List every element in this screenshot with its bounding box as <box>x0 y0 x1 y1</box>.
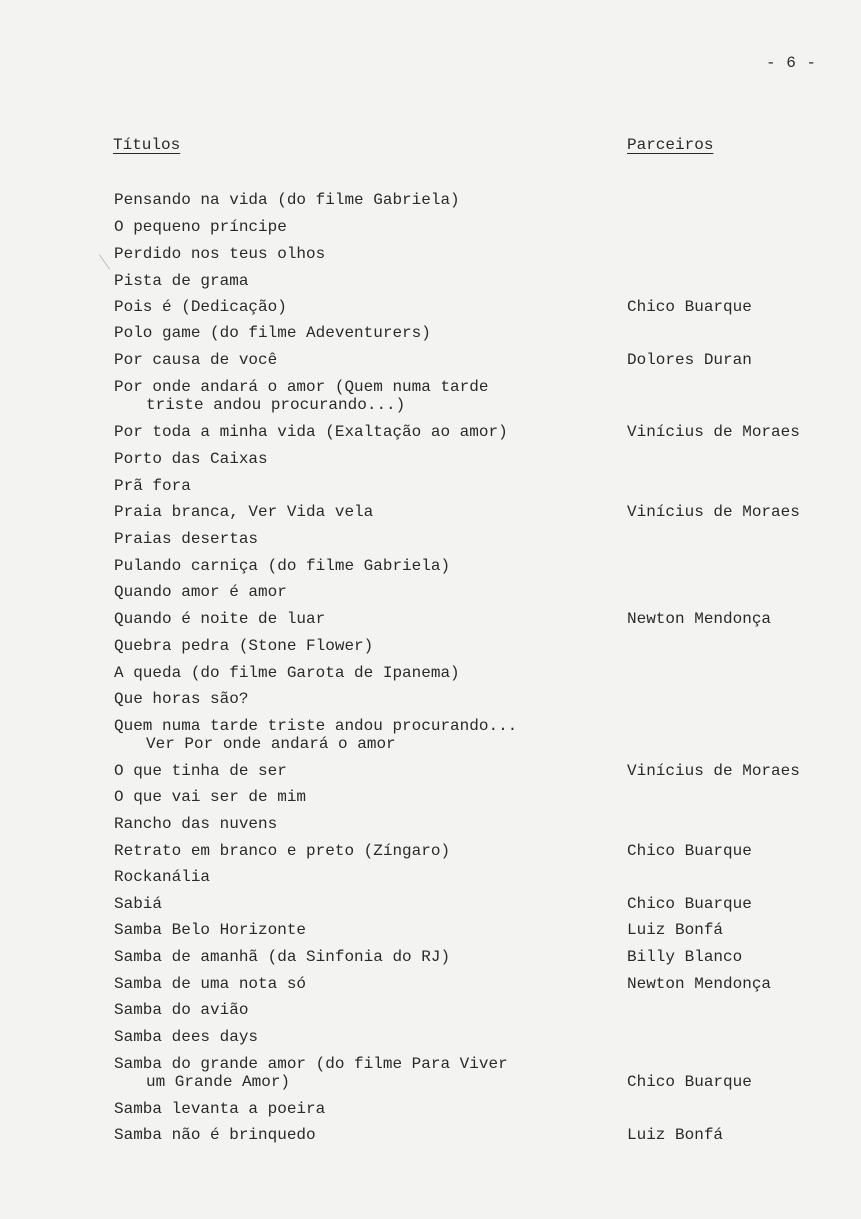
song-title <box>114 788 306 806</box>
song-title-line: Samba Belo Horizonte <box>114 921 307 939</box>
song-title-line: O pequeno príncipe <box>114 218 287 236</box>
song-title-line: Quando amor é amor <box>114 583 287 601</box>
song-partner: Luiz Bonfá <box>627 921 724 939</box>
song-title-line: Samba não é brinquedo <box>114 1126 316 1144</box>
song-title-line: Porto das Caixas <box>114 450 268 468</box>
song-title-line: Rockanália <box>114 868 211 886</box>
song-title <box>114 557 450 575</box>
song-title <box>114 324 431 342</box>
song-title <box>114 610 325 628</box>
song-title-continuation: triste andou procurando...) <box>146 396 406 414</box>
song-title <box>114 218 287 236</box>
column-header-titles: Títulos <box>113 136 181 154</box>
song-partner: Vinícius de Moraes <box>627 762 800 780</box>
song-partner: Chico Buarque <box>627 895 752 913</box>
song-title <box>114 1028 258 1046</box>
song-title-line: Pois é (Dedicação) <box>114 298 287 316</box>
song-title <box>114 690 248 708</box>
song-title-line: Por causa de você <box>114 351 278 369</box>
song-title-continuation: Ver Por onde andará o amor <box>146 735 396 753</box>
song-title-line: Pista de grama <box>114 272 249 290</box>
song-title-line: Que horas são? <box>114 690 249 708</box>
song-title <box>114 637 373 655</box>
song-partner: Vinícius de Moraes <box>627 423 800 441</box>
song-title <box>114 762 287 780</box>
song-title-continuation: um Grande Amor) <box>146 1073 291 1091</box>
song-title-line: Pensando na vida (do filme Gabriela) <box>114 191 460 209</box>
song-title <box>114 868 210 886</box>
song-title <box>114 842 450 860</box>
song-partner: Chico Buarque <box>627 298 752 316</box>
song-title-line: Samba do grande amor (do filme Para Viver <box>114 1055 508 1073</box>
song-partner: Newton Mendonça <box>627 975 772 993</box>
song-title <box>114 948 450 966</box>
song-partner: Chico Buarque <box>627 1073 752 1091</box>
song-title <box>114 530 258 548</box>
song-title-line: Samba do avião <box>114 1001 249 1019</box>
song-title <box>114 1055 508 1091</box>
song-title <box>114 423 508 441</box>
song-title-line: Quando é noite de luar <box>114 610 326 628</box>
song-partner: Billy Blanco <box>627 948 743 966</box>
song-title-line: Quebra pedra (Stone Flower) <box>114 637 374 655</box>
song-partner: Dolores Duran <box>627 351 752 369</box>
song-title <box>114 664 460 682</box>
song-title <box>114 503 373 521</box>
song-title-line: Quem numa tarde triste andou procurando... <box>114 717 518 735</box>
song-title <box>114 378 488 414</box>
song-title <box>114 1126 316 1144</box>
song-partner: Vinícius de Moraes <box>627 503 800 521</box>
song-title-line: Samba dees days <box>114 1028 259 1046</box>
song-title-line: O que vai ser de mim <box>114 788 307 806</box>
song-title-line: Prã fora <box>114 477 191 495</box>
song-title <box>114 245 325 263</box>
song-title-line: Por toda a minha vida (Exaltação ao amor) <box>114 423 508 441</box>
song-title-line: Samba levanta a poeira <box>114 1100 326 1118</box>
song-title <box>114 272 248 290</box>
song-title <box>114 921 306 939</box>
song-title <box>114 298 287 316</box>
song-title-line: Samba de uma nota só <box>114 975 307 993</box>
page-number: - 6 - <box>766 54 817 72</box>
song-title-line: Sabiá <box>114 895 163 913</box>
song-partner: Newton Mendonça <box>627 610 772 628</box>
song-title-line: Perdido nos teus olhos <box>114 245 326 263</box>
song-partner: Luiz Bonfá <box>627 1126 724 1144</box>
song-title <box>114 191 460 209</box>
song-title-line: Retrato em branco e preto (Zíngaro) <box>114 842 451 860</box>
song-title-line: Praias desertas <box>114 530 259 548</box>
song-title-line: Por onde andará o amor (Quem numa tarde <box>114 378 489 396</box>
song-title-line: Praia branca, Ver Vida vela <box>114 503 374 521</box>
song-title <box>114 895 162 913</box>
song-title <box>114 1001 248 1019</box>
song-title-line: Pulando carniça (do filme Gabriela) <box>114 557 451 575</box>
song-title-line: A queda (do filme Garota de Ipanema) <box>114 664 460 682</box>
song-title-line: Rancho das nuvens <box>114 815 278 833</box>
song-partner: Chico Buarque <box>627 842 752 860</box>
song-title <box>114 351 277 369</box>
song-title-line: Polo game (do filme Adeventurers) <box>114 324 431 342</box>
song-title <box>114 450 268 468</box>
song-title <box>114 975 306 993</box>
song-title <box>114 815 277 833</box>
column-header-partners: Parceiros <box>627 136 714 154</box>
song-title <box>114 1100 325 1118</box>
song-title-line: O que tinha de ser <box>114 762 287 780</box>
song-title-line: Samba de amanhã (da Sinfonia do RJ) <box>114 948 451 966</box>
song-title <box>114 583 287 601</box>
song-title <box>114 717 517 753</box>
song-title <box>114 477 191 495</box>
